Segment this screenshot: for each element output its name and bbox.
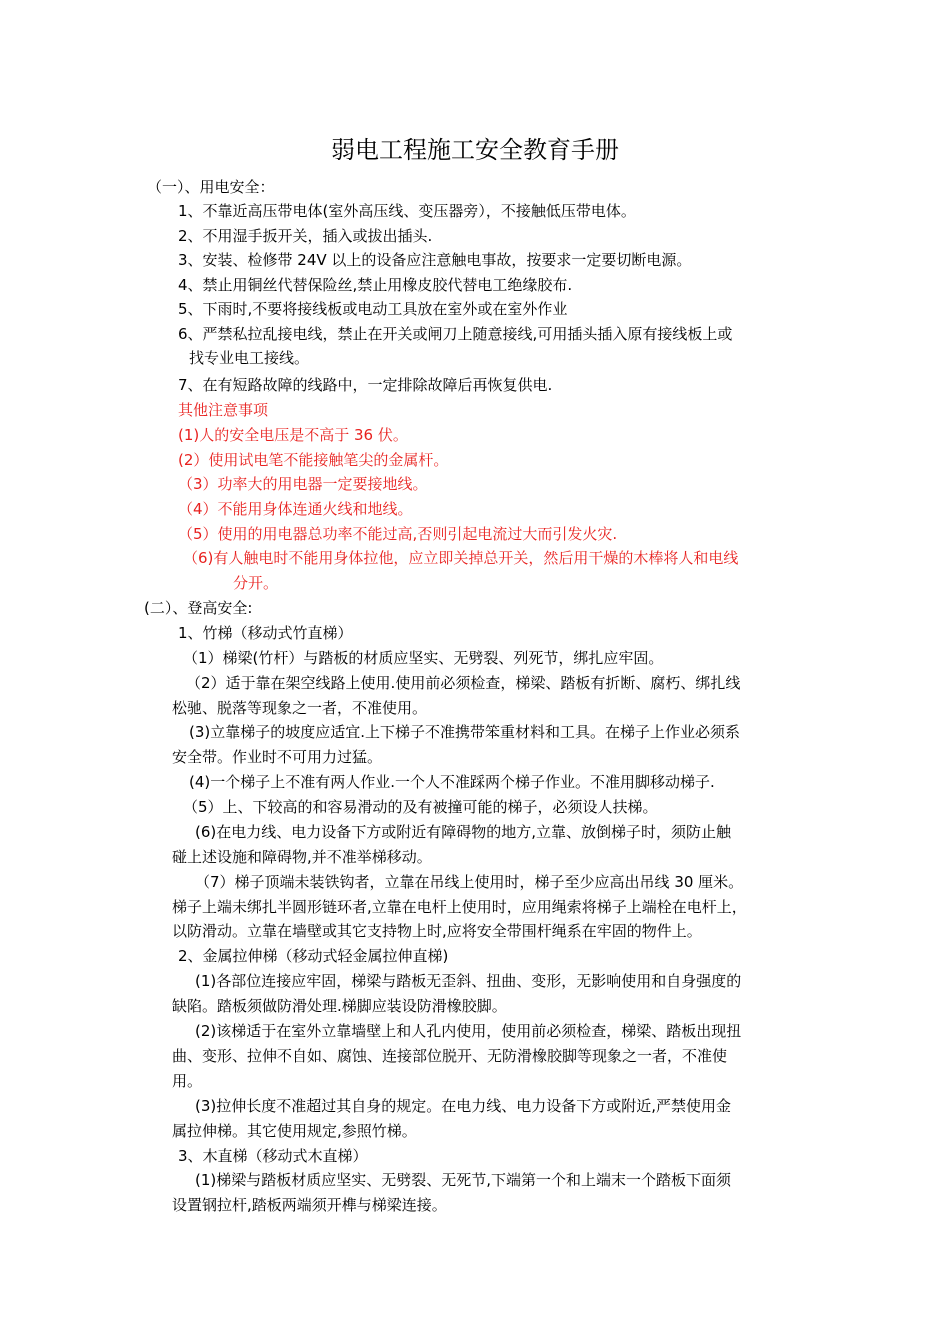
list-item: 5、下雨时,不要将接线板或电动工具放在室外或在室外作业 [178,300,568,318]
note-item: 分开。 [233,574,279,592]
paragraph-line: 用。 [172,1072,203,1090]
paragraph-line: (1)各部位连接应牢固，梯梁与踏板无歪斜、扭曲、变形，无影响使用和自身强度的 [195,972,742,990]
list-item: 4、禁止用铜丝代替保险丝,禁止用橡皮胶代替电工绝缘胶布. [178,276,573,294]
list-item: 找专业电工接线。 [189,349,310,367]
list-item: 7、在有短路故障的线路中，一定排除故障后再恢复供电. [178,376,553,394]
section-heading-electrical: （一）、用电安全： [147,178,275,196]
paragraph-line: 以防滑动。立靠在墙壁或其它支持物上时,应将安全带围杆绳系在牢固的物件上。 [172,922,702,940]
paragraph-line: 曲、变形、拉伸不自如、腐蚀、连接部位脱开、无防滑橡胶脚等现象之一者，不准使 [172,1047,728,1065]
paragraph-line: 安全带。作业时不可用力过猛。 [172,748,383,766]
paragraph-line: (2)该梯适于在室外立靠墙壁上和人孔内使用，使用前必须检查，梯梁、踏板出现扭 [195,1022,742,1040]
paragraph-line: 碰上述设施和障碍物,并不准举梯移动。 [172,848,432,866]
list-item: 3、安装、检修带 24V 以上的设备应注意触电事故，按要求一定要切断电源。 [178,251,692,269]
paragraph-line: 松驰、脱落等现象之一者，不准使用。 [172,699,428,717]
paragraph-line: 梯子上端未绑扎半圆形链环者,立靠在电杆上使用时，应用绳索将梯子上端栓在电杆上， [172,898,747,916]
paragraph-line: 设置钢拉杆,踏板两端须开榫与梯梁连接。 [172,1196,447,1214]
paragraph-line: （7）梯子顶端未装铁钩者，立靠在吊线上使用时，梯子至少应高出吊线 30 厘米。 [195,873,744,891]
subsection-heading: 2、金属拉伸梯（移动式轻金属拉伸直梯) [178,947,449,965]
note-item: (1)人的安全电压是不高于 36 伏。 [178,426,408,444]
paragraph-line: (3)立靠梯子的坡度应适宜.上下梯子不准携带笨重材料和工具。在梯子上作业必须系 [189,723,741,741]
paragraph-line: (4)一个梯子上不准有两人作业.一个人不准踩两个梯子作业。不准用脚移动梯子. [189,773,715,791]
paragraph-line: （2）适于靠在架空线路上使用.使用前必须检查，梯梁、踏板有折断、腐朽、绑扎线 [186,674,741,692]
note-item: （4）不能用身体连通火线和地线。 [178,500,413,518]
document-title: 弱电工程施工安全教育手册 [331,136,619,164]
paragraph-line: （1）梯梁(竹杆）与踏板的材质应坚实、无劈裂、列死节，绑扎应牢固。 [183,649,664,667]
subsection-heading: 3、木直梯（移动式木直梯） [178,1147,368,1165]
list-item: 1、不靠近高压带电体(室外高压线、变压器旁），不接触低压带电体。 [178,202,636,220]
note-item: (2）使用试电笔不能接触笔尖的金属杆。 [178,451,449,469]
subsection-heading: 1、竹梯（移动式竹直梯） [178,624,353,642]
paragraph-line: (3)拉伸长度不准超过其自身的规定。在电力线、电力设备下方或附近,严禁使用金 [195,1097,732,1115]
list-item: 2、不用湿手扳开关，插入或拔出插头. [178,227,433,245]
paragraph-line: (1)梯梁与踏板材质应坚实、无劈裂、无死节,下端第一个和上端末一个踏板下面须 [195,1171,732,1189]
notes-heading: 其他注意事项 [178,401,269,419]
section-heading-height: (二）、登高安全: [144,599,253,617]
note-item: （6)有人触电时不能用身体拉他，应立即关掉总开关，然后用干燥的木棒将人和电线 [183,549,739,567]
list-item: 6、严禁私拉乱接电线，禁止在开关或闸刀上随意接线,可用插头插入原有接线板上或 [178,325,733,343]
paragraph-line: (6)在电力线、电力设备下方或附近有障碍物的地方,立靠、放倒梯子时，须防止触 [195,823,732,841]
paragraph-line: 属拉伸梯。其它使用规定,参照竹梯。 [172,1122,417,1140]
note-item: （5）使用的用电器总功率不能过高,否则引起电流过大而引发火灾. [178,525,618,543]
note-item: （3）功率大的用电器一定要接地线。 [178,475,428,493]
paragraph-line: （5）上、下较高的和容易滑动的及有被撞可能的梯子，必须设人扶梯。 [183,798,658,816]
paragraph-line: 缺陷。踏板须做防滑处理.梯脚应装设防滑橡胶脚。 [172,997,507,1015]
